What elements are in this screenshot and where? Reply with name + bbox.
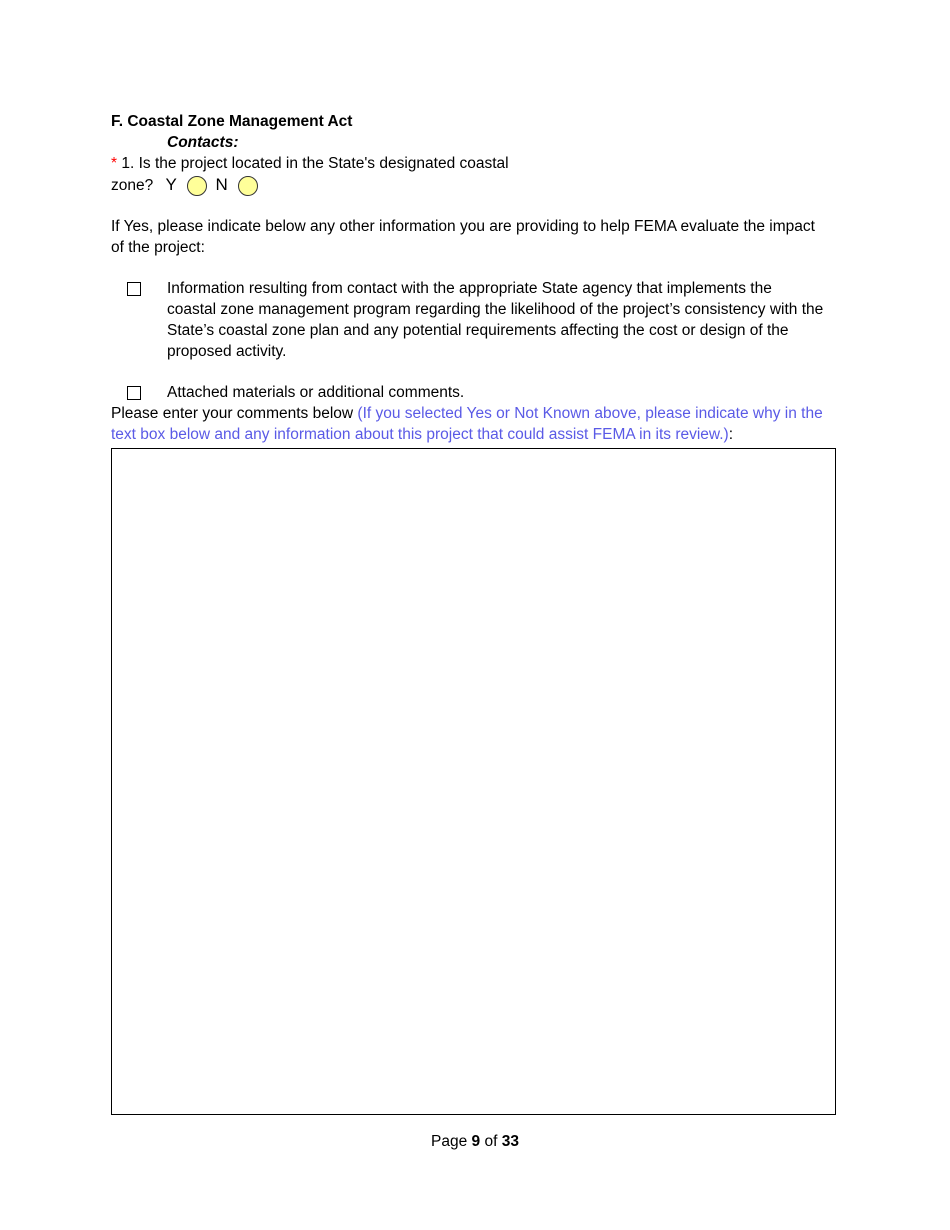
- instruction-line-1: If Yes, please indicate below any other information you are providing to help FEMA evaluate the impact: [111, 218, 815, 235]
- checkbox-attached-materials[interactable]: [127, 386, 141, 400]
- section-title: F. Coastal Zone Management Act: [111, 113, 353, 130]
- checkbox-label-line: State’s coastal zone plan and any potential requirements affecting the cost or design of the: [167, 322, 789, 339]
- page-footer: [0, 1131, 950, 1152]
- checkbox-state-agency-info[interactable]: [127, 282, 141, 296]
- comments-textarea[interactable]: [111, 448, 836, 1115]
- radio-no-label: N: [215, 175, 228, 194]
- comments-prompt-line-1: [111, 403, 823, 424]
- contacts-label: Contacts:: [167, 134, 239, 151]
- total-pages: 33: [501, 1133, 519, 1150]
- checkbox-label-line: Attached materials or additional comments.: [167, 384, 465, 401]
- question-text: 1. Is the project located in the State's designated coastal: [121, 155, 509, 172]
- question-text-zone: zone?: [111, 177, 154, 194]
- instruction-line-2: of the project:: [111, 239, 205, 256]
- comments-hint-1: (If you selected Yes or Not Known above, please indicate why in the: [357, 405, 823, 422]
- of-word: of: [484, 1133, 498, 1150]
- radio-yes-label: Y: [165, 175, 177, 194]
- radio-no[interactable]: [238, 176, 258, 196]
- checkbox-state-agency-label: [167, 278, 842, 362]
- radio-yes[interactable]: [187, 176, 207, 196]
- current-page: 9: [471, 1133, 481, 1150]
- comments-prompt-line-2: [111, 424, 733, 445]
- comments-hint-2: text box below and any information about this project that could assist FEMA in its review.): [111, 426, 729, 443]
- comments-suffix: :: [728, 426, 734, 443]
- comments-prompt: Please enter your comments below: [111, 405, 354, 422]
- required-marker: *: [111, 155, 118, 172]
- question-line-2: [111, 174, 262, 196]
- checkbox-label-line: proposed activity.: [167, 343, 287, 360]
- page-word: Page: [431, 1133, 468, 1150]
- checkbox-label-line: Information resulting from contact with the appropriate State agency that implements the: [167, 280, 772, 297]
- checkbox-label-line: coastal zone management program regarding the likelihood of the project’s consistency with the: [167, 301, 824, 318]
- question-line-1: [111, 153, 509, 174]
- checkbox-attached-label: [167, 382, 842, 403]
